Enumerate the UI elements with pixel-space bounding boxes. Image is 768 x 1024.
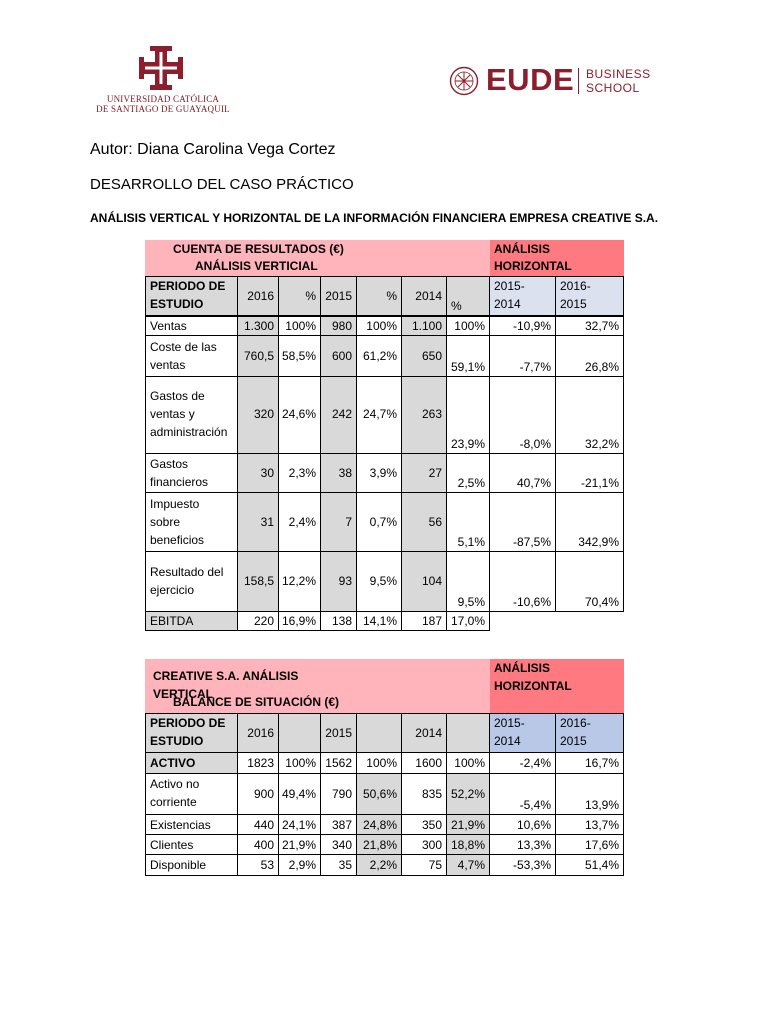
t1-col-2014: 2014 bbox=[401, 276, 447, 316]
cell-pct-2014: 100% bbox=[446, 752, 490, 774]
row-label: EBITDA bbox=[145, 611, 238, 631]
row-label-line: ventas y bbox=[150, 407, 195, 421]
eude-separator bbox=[578, 68, 579, 94]
cell-h-2015-2014: -8,0% bbox=[489, 376, 556, 454]
cell-h-2016-2015: 342,9% bbox=[555, 492, 624, 552]
row-label: Clientes bbox=[145, 834, 238, 855]
cell-2014: 650 bbox=[401, 335, 447, 377]
row-label bbox=[145, 492, 238, 552]
t2-col-2016-2015 bbox=[555, 713, 624, 753]
t2-col-pct-2014 bbox=[446, 713, 490, 753]
t2-horiz-line2: HORIZONTAL bbox=[494, 679, 572, 693]
row-label-line: financieros bbox=[150, 475, 209, 489]
cell-h-2016-2015: 16,7% bbox=[555, 752, 624, 774]
t2-title bbox=[145, 659, 357, 713]
cell-2016: 31 bbox=[237, 492, 279, 552]
t2-col-pct-2015 bbox=[356, 713, 402, 753]
t1-title-line2: ANÁLISIS VERTICIAL bbox=[195, 259, 318, 273]
cell-h-2015-2014: -7,7% bbox=[489, 335, 556, 377]
cell-2016: 400 bbox=[237, 834, 279, 855]
row-label bbox=[145, 376, 238, 454]
t1-title bbox=[145, 240, 490, 276]
cell-2014: 27 bbox=[401, 453, 447, 493]
cell-pct-2015: 24,7% bbox=[356, 376, 402, 454]
cell-pct-2015: 2,2% bbox=[356, 854, 402, 876]
cross-emblem-icon bbox=[137, 44, 185, 92]
cell-2015: 790 bbox=[320, 773, 357, 815]
cell-pct-2016: 100% bbox=[278, 316, 321, 336]
cell-h-2015-2014: -53,3% bbox=[489, 854, 556, 876]
cell-2014: 104 bbox=[401, 551, 447, 612]
cell-pct-2015: 14,1% bbox=[356, 611, 402, 631]
cell-2016: 158,5 bbox=[237, 551, 279, 612]
t2-col-2015: 2015 bbox=[320, 713, 357, 753]
cell-pct-2016: 2,3% bbox=[278, 453, 321, 493]
t1-horizontal-title bbox=[490, 240, 624, 276]
t2-col-2016: 2016 bbox=[237, 713, 279, 753]
cell-pct-2014: 21,9% bbox=[446, 814, 490, 835]
t2-h1-line2: 2014 bbox=[494, 734, 521, 748]
t2-period-label bbox=[145, 713, 238, 753]
cell-h-2016-2015: 13,9% bbox=[555, 773, 624, 815]
row-label-line: Activo no bbox=[150, 777, 200, 791]
t1-col-2016: 2016 bbox=[237, 276, 279, 316]
t2-title-fill bbox=[357, 659, 490, 713]
cell-2015: 1562 bbox=[320, 752, 357, 774]
row-label: Existencias bbox=[145, 814, 238, 835]
t1-period-label bbox=[145, 276, 238, 316]
cell-pct-2016: 21,9% bbox=[278, 834, 321, 855]
cell-pct-2016: 49,4% bbox=[278, 773, 321, 815]
t1-col-pct-2014: % bbox=[446, 276, 490, 316]
eude-logo bbox=[446, 56, 656, 106]
row-label bbox=[145, 335, 238, 377]
cell-2015: 138 bbox=[320, 611, 357, 631]
cell-h-2016-2015: 17,6% bbox=[555, 834, 624, 855]
cell-2015: 980 bbox=[320, 316, 357, 336]
cell-pct-2014: 2,5% bbox=[446, 453, 490, 493]
cell-pct-2015: 61,2% bbox=[356, 335, 402, 377]
t1-h1-line2: 2014 bbox=[494, 297, 521, 311]
row-label-line: Coste de las bbox=[150, 340, 217, 354]
t2-h1-line1: 2015- bbox=[494, 716, 525, 730]
cell-2014: 350 bbox=[401, 814, 447, 835]
t1-horiz-line2: HORIZONTAL bbox=[494, 259, 572, 273]
cell-h-2015-2014: -2,4% bbox=[489, 752, 556, 774]
cell-pct-2015: 100% bbox=[356, 752, 402, 774]
cell-pct-2014: 5,1% bbox=[446, 492, 490, 552]
cell-2016: 1.300 bbox=[237, 316, 279, 336]
cell-2014: 56 bbox=[401, 492, 447, 552]
cell-h-2015-2014: -10,9% bbox=[489, 316, 556, 336]
cell-2016: 1823 bbox=[237, 752, 279, 774]
cell-2016: 760,5 bbox=[237, 335, 279, 377]
cell-h-2015-2014: -87,5% bbox=[489, 492, 556, 552]
t1-col-2015-2014 bbox=[489, 276, 556, 316]
row-label: Disponible bbox=[145, 854, 238, 876]
row-label bbox=[145, 773, 238, 815]
cell-2016: 53 bbox=[237, 854, 279, 876]
ucsg-line-2: DE SANTIAGO DE GUAYAQUIL bbox=[96, 104, 230, 114]
cell-2014: 187 bbox=[401, 611, 447, 631]
row-label-line: beneficios bbox=[150, 533, 205, 547]
cell-2014: 263 bbox=[401, 376, 447, 454]
ucsg-logo bbox=[88, 44, 238, 114]
cell-2016: 220 bbox=[237, 611, 279, 631]
cell-2015: 35 bbox=[320, 854, 357, 876]
cell-pct-2014: 17,0% bbox=[446, 611, 490, 631]
cell-pct-2014: 4,7% bbox=[446, 854, 490, 876]
cell-2016: 30 bbox=[237, 453, 279, 493]
row-label-line: Gastos bbox=[150, 457, 189, 471]
cell-2015: 600 bbox=[320, 335, 357, 377]
cell-pct-2014: 18,8% bbox=[446, 834, 490, 855]
cell-2014: 300 bbox=[401, 834, 447, 855]
cell-2016: 440 bbox=[237, 814, 279, 835]
t1-period-line2: ESTUDIO bbox=[150, 297, 204, 311]
t1-period-line1: PERIODO DE bbox=[150, 279, 226, 293]
t1-col-pct-2016: % bbox=[278, 276, 321, 316]
cell-2014: 75 bbox=[401, 854, 447, 876]
eude-line-2: SCHOOL bbox=[586, 81, 640, 95]
cell-h-2015-2014: 13,3% bbox=[489, 834, 556, 855]
cell-2014: 835 bbox=[401, 773, 447, 815]
t1-h2-line1: 2016- bbox=[560, 279, 591, 293]
cell-pct-2015: 0,7% bbox=[356, 492, 402, 552]
cell-pct-2016: 2,4% bbox=[278, 492, 321, 552]
cell-h-2016-2015: -21,1% bbox=[555, 453, 624, 493]
cell-2015: 242 bbox=[320, 376, 357, 454]
t1-horiz-line1: ANÁLISIS bbox=[494, 242, 551, 256]
t2-h2-line2: 2015 bbox=[560, 734, 587, 748]
t2-h2-line1: 2016- bbox=[560, 716, 591, 730]
cell-2014: 1.100 bbox=[401, 316, 447, 336]
t2-col-pct-2016 bbox=[278, 713, 321, 753]
cell-2015: 387 bbox=[320, 814, 357, 835]
t1-h1-line1: 2015- bbox=[494, 279, 525, 293]
ucsg-name bbox=[88, 94, 238, 114]
cell-pct-2016: 58,5% bbox=[278, 335, 321, 377]
cell-pct-2014: 59,1% bbox=[446, 335, 490, 377]
cell-h-2016-2015: 51,4% bbox=[555, 854, 624, 876]
cell-2016: 900 bbox=[237, 773, 279, 815]
row-label-line: Resultado del bbox=[150, 565, 224, 579]
eude-business-school bbox=[586, 67, 651, 95]
row-label: ACTIVO bbox=[145, 752, 238, 774]
cell-2015: 93 bbox=[320, 551, 357, 612]
cell-pct-2016: 24,1% bbox=[278, 814, 321, 835]
cell-pct-2015: 21,8% bbox=[356, 834, 402, 855]
row-label-line: ejercicio bbox=[150, 583, 195, 597]
cell-h-2015-2014: 40,7% bbox=[489, 453, 556, 493]
cell-h-2016-2015: 26,8% bbox=[555, 335, 624, 377]
cell-h-2016-2015: 70,4% bbox=[555, 551, 624, 612]
t2-title-line2: BALANCE DE SITUACIÓN (€) bbox=[173, 695, 340, 709]
eude-wordmark: EUDE bbox=[486, 62, 575, 97]
cell-pct-2016: 12,2% bbox=[278, 551, 321, 612]
t1-col-pct-2015: % bbox=[356, 276, 402, 316]
cell-2014: 1600 bbox=[401, 752, 447, 774]
row-label-line: Impuesto bbox=[150, 497, 200, 511]
t2-horiz-line1: ANÁLISIS bbox=[494, 661, 551, 675]
row-label-line: corriente bbox=[150, 795, 197, 809]
cell-h-2015-2014: -5,4% bbox=[489, 773, 556, 815]
row-label-line: administración bbox=[150, 425, 228, 439]
cell-2015: 7 bbox=[320, 492, 357, 552]
row-label bbox=[145, 551, 238, 612]
cell-pct-2014: 100% bbox=[446, 316, 490, 336]
author-line: Autor: Diana Carolina Vega Cortez bbox=[90, 141, 336, 158]
t2-col-2015-2014 bbox=[489, 713, 556, 753]
cell-pct-2015: 24,8% bbox=[356, 814, 402, 835]
t2-title-line1: CREATIVE S.A. ANÁLISIS VERTICAL bbox=[153, 669, 299, 701]
cell-2015: 38 bbox=[320, 453, 357, 493]
t1-col-2016-2015 bbox=[555, 276, 624, 316]
cell-h-2016-2015: 32,2% bbox=[555, 376, 624, 454]
eude-line-1: BUSINESS bbox=[586, 67, 651, 81]
t1-col-2015: 2015 bbox=[320, 276, 357, 316]
row-label-line: Gastos de bbox=[150, 389, 205, 403]
cell-pct-2015: 3,9% bbox=[356, 453, 402, 493]
cell-h-2015-2014: 10,6% bbox=[489, 814, 556, 835]
cell-h-2016-2015: 32,7% bbox=[555, 316, 624, 336]
cell-pct-2014: 9,5% bbox=[446, 551, 490, 612]
cell-2015: 340 bbox=[320, 834, 357, 855]
cell-pct-2016: 16,9% bbox=[278, 611, 321, 631]
section-title: DESARROLLO DEL CASO PRÁCTICO bbox=[90, 176, 354, 193]
eude-emblem-icon bbox=[449, 66, 479, 96]
document-heading: ANÁLISIS VERTICAL Y HORIZONTAL DE LA INFORMACIÓN FINANCIERA EMPRESA CREATIVE S.A. bbox=[90, 211, 659, 225]
t2-period-line1: PERIODO DE bbox=[150, 716, 226, 730]
t2-period-line2: ESTUDIO bbox=[150, 734, 204, 748]
cell-pct-2015: 100% bbox=[356, 316, 402, 336]
t1-title-line1: CUENTA DE RESULTADOS (€) bbox=[173, 242, 344, 256]
t2-col-2014: 2014 bbox=[401, 713, 447, 753]
cell-pct-2014: 52,2% bbox=[446, 773, 490, 815]
cell-pct-2016: 24,6% bbox=[278, 376, 321, 454]
ucsg-line-1: UNIVERSIDAD CATÓLICA bbox=[106, 94, 220, 104]
cell-pct-2016: 100% bbox=[278, 752, 321, 774]
row-label-line: ventas bbox=[150, 358, 186, 372]
cell-pct-2015: 9,5% bbox=[356, 551, 402, 612]
row-label bbox=[145, 453, 238, 493]
row-label-line: sobre bbox=[150, 515, 181, 529]
t2-horizontal-title bbox=[490, 659, 624, 713]
cell-pct-2015: 50,6% bbox=[356, 773, 402, 815]
cell-pct-2014: 23,9% bbox=[446, 376, 490, 454]
cell-h-2016-2015: 13,7% bbox=[555, 814, 624, 835]
cell-pct-2016: 2,9% bbox=[278, 854, 321, 876]
t1-h2-line2: 2015 bbox=[560, 297, 587, 311]
cell-h-2015-2014: -10,6% bbox=[489, 551, 556, 612]
cell-2016: 320 bbox=[237, 376, 279, 454]
row-label: Ventas bbox=[145, 316, 238, 336]
